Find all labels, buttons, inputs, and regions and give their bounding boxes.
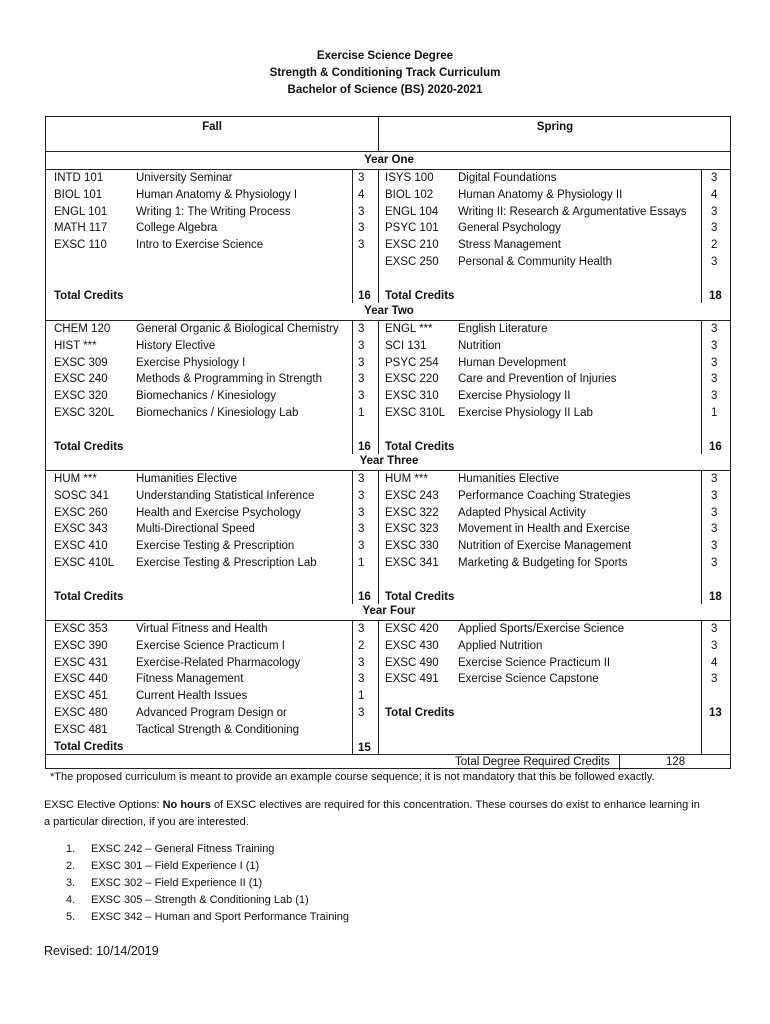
- course-code: EXSC 431: [54, 656, 108, 669]
- course-code: EXSC 490: [385, 656, 439, 669]
- spring-total-label: Total Credits: [385, 590, 455, 603]
- fall-total-value: 16: [358, 590, 371, 603]
- document-degree: Bachelor of Science (BS) 2020-2021: [287, 84, 483, 96]
- elective-item: EXSC 302 – Field Experience II (1): [91, 877, 263, 889]
- spring-total-value: 16: [709, 440, 722, 453]
- center-divider: [378, 620, 379, 754]
- course-title: Nutrition: [458, 339, 501, 352]
- course-credits: 3: [711, 523, 718, 536]
- course-title: Exercise Science Practicum I: [136, 639, 285, 652]
- course-credits: 3: [711, 390, 718, 403]
- elective-item: EXSC 242 – General Fitness Training: [91, 843, 275, 855]
- course-title: Applied Nutrition: [458, 639, 543, 652]
- course-credits: 3: [711, 506, 718, 519]
- degree-total-value: 128: [666, 756, 686, 768]
- spring-total-label: Total Credits: [385, 289, 455, 302]
- course-code: SCI 131: [385, 339, 427, 352]
- course-credits: 3: [358, 356, 365, 369]
- course-title: Exercise Testing & Prescription: [136, 540, 295, 553]
- spring-credit-divider: [701, 470, 702, 604]
- elective-item: EXSC 305 – Strength & Conditioning Lab (1): [91, 894, 309, 906]
- course-code: EXSC 220: [385, 373, 439, 386]
- course-credits: 3: [358, 222, 365, 235]
- course-credits: 3: [358, 523, 365, 536]
- fall-total-value: 15: [358, 741, 371, 754]
- elective-number: 4.: [66, 894, 76, 906]
- course-code: PSYC 101: [385, 222, 439, 235]
- revised-date: Revised: 10/14/2019: [44, 944, 159, 958]
- course-credits: 4: [711, 656, 718, 669]
- course-title: Biomechanics / Kinesiology: [136, 390, 276, 403]
- course-title: Personal & Community Health: [458, 256, 613, 268]
- course-credits: 3: [358, 239, 365, 252]
- spring-header: Spring: [536, 121, 574, 133]
- course-title: Human Anatomy & Physiology II: [458, 188, 623, 201]
- course-code: CHEM 120: [54, 323, 111, 335]
- course-title: University Seminar: [136, 172, 233, 184]
- fall-total-label: Total Credits: [54, 289, 124, 302]
- course-title: Writing 1: The Writing Process: [136, 205, 291, 218]
- fall-credit-divider: [352, 470, 353, 604]
- course-title: Virtual Fitness and Health: [136, 623, 268, 635]
- course-code: EXSC 210: [385, 239, 439, 252]
- center-divider: [378, 470, 379, 604]
- course-credits: 3: [711, 557, 718, 569]
- course-title: Human Development: [458, 356, 567, 369]
- course-credits: 3: [711, 339, 718, 352]
- course-title: Performance Coaching Strategies: [458, 489, 631, 502]
- course-code: EXSC 320L: [54, 407, 115, 419]
- course-code: EXSC 341: [385, 557, 439, 569]
- course-credits: 3: [711, 256, 718, 268]
- fall-credit-divider: [352, 169, 353, 303]
- course-title: Movement in Health and Exercise: [458, 523, 630, 536]
- course-code: EXSC 491: [385, 673, 439, 686]
- course-title: Biomechanics / Kinesiology Lab: [136, 407, 299, 419]
- fall-total-value: 16: [358, 289, 371, 302]
- course-title: Advanced Program Design or: [136, 707, 287, 719]
- course-credits: 3: [711, 489, 718, 502]
- elective-number: 2.: [66, 860, 76, 872]
- course-code: ISYS 100: [385, 172, 434, 184]
- course-credits: 3: [358, 339, 365, 352]
- course-title: College Algebra: [136, 222, 218, 235]
- year-label: Year One: [364, 154, 414, 166]
- course-code: HUM ***: [385, 473, 428, 485]
- elective-item: EXSC 301 – Field Experience I (1): [91, 860, 260, 872]
- year-label: Year Two: [364, 305, 414, 317]
- course-code: EXSC 323: [385, 523, 439, 536]
- electives-intro-rest: of EXSC electives are required for this concentration. These courses do exist to enhance learning in: [210, 799, 700, 811]
- degree-total-label: Total Degree Required Credits: [455, 756, 610, 768]
- course-code: EXSC 320: [54, 390, 108, 403]
- course-credits: 1: [358, 690, 365, 703]
- course-title: Adapted Physical Activity: [458, 506, 586, 519]
- course-credits: 3: [358, 323, 365, 335]
- course-code: HIST ***: [54, 339, 97, 352]
- spring-credit-divider: [701, 169, 702, 303]
- course-title: Care and Prevention of Injuries: [458, 373, 617, 386]
- fall-credit-divider: [352, 620, 353, 754]
- course-credits: 3: [358, 623, 365, 635]
- course-title: Writing II: Research & Argumentative Essays: [458, 205, 687, 218]
- course-code: BIOL 101: [54, 188, 103, 201]
- spring-credit-divider: [701, 320, 702, 454]
- spring-credit-divider: [701, 620, 702, 754]
- course-code: EXSC 353: [54, 623, 108, 635]
- course-code: INTD 101: [54, 172, 104, 184]
- course-credits: 3: [358, 390, 365, 403]
- course-code: EXSC 310L: [385, 407, 446, 419]
- course-title: Health and Exercise Psychology: [136, 506, 301, 519]
- course-credits: 1: [358, 557, 365, 569]
- course-credits: 3: [711, 623, 718, 635]
- footnote: *The proposed curriculum is meant to provide an example course sequence; it is not mandatory that this be followed exactly.: [50, 771, 655, 783]
- course-code: EXSC 420: [385, 623, 439, 635]
- degree-total-divider-left: [46, 754, 378, 755]
- course-credits: 2: [358, 639, 365, 652]
- course-title: Tactical Strength & Conditioning: [136, 723, 300, 736]
- course-credits: 3: [711, 323, 718, 335]
- course-credits: 4: [358, 188, 365, 201]
- course-title: Exercise Testing & Prescription Lab: [136, 557, 317, 569]
- course-title: Applied Sports/Exercise Science: [458, 623, 625, 635]
- electives-intro: [44, 799, 700, 811]
- header-center-divider: [378, 117, 379, 151]
- course-code: EXSC 309: [54, 356, 108, 369]
- course-credits: 1: [358, 407, 365, 419]
- fall-total-label: Total Credits: [54, 740, 124, 753]
- course-code: PSYC 254: [385, 356, 439, 369]
- course-title: Current Health Issues: [136, 690, 248, 703]
- course-code: ENGL ***: [385, 323, 433, 335]
- electives-intro-line2: a particular direction, if you are interested.: [44, 816, 249, 828]
- course-credits: 1: [711, 407, 718, 419]
- course-code: MATH 117: [54, 222, 108, 235]
- course-title: English Literature: [458, 323, 548, 335]
- electives-intro-prefix: EXSC Elective Options:: [44, 799, 163, 811]
- course-title: Digital Foundations: [458, 172, 557, 184]
- electives-intro-bold: No hours: [162, 799, 211, 811]
- course-title: History Elective: [136, 339, 216, 352]
- course-code: HUM ***: [54, 473, 97, 485]
- year-label: Year Three: [359, 455, 419, 467]
- course-code: EXSC 243: [385, 489, 439, 502]
- course-credits: 3: [711, 356, 718, 369]
- degree-total-inner-divider: [619, 754, 620, 770]
- course-credits: 4: [711, 188, 718, 201]
- course-title: Humanities Elective: [136, 473, 237, 485]
- course-title: Stress Management: [458, 239, 561, 252]
- course-title: General Organic & Biological Chemistry: [136, 323, 339, 335]
- center-divider: [378, 169, 379, 303]
- course-title: Exercise Science Capstone: [458, 673, 599, 686]
- course-title: General Psychology: [458, 222, 561, 235]
- course-credits: 3: [711, 222, 718, 235]
- course-title: Exercise Physiology I: [136, 356, 246, 369]
- course-title: Exercise Physiology II Lab: [458, 407, 593, 419]
- course-credits: 3: [358, 656, 365, 669]
- course-credits: 3: [358, 489, 365, 502]
- course-code: EXSC 330: [385, 540, 439, 553]
- course-title: Intro to Exercise Science: [136, 239, 264, 252]
- spring-total-label: Total Credits: [385, 707, 455, 719]
- fall-header: Fall: [202, 121, 222, 133]
- course-credits: 3: [358, 473, 365, 485]
- course-credits: 3: [358, 373, 365, 386]
- course-title: Humanities Elective: [458, 473, 559, 485]
- course-code: BIOL 102: [385, 188, 434, 201]
- course-title: Marketing & Budgeting for Sports: [458, 557, 628, 569]
- course-title: Exercise Physiology II: [458, 390, 571, 403]
- course-title: Exercise-Related Pharmacology: [136, 656, 301, 669]
- course-title: Exercise Science Practicum II: [458, 656, 611, 669]
- course-credits: 3: [358, 205, 365, 218]
- spring-total-value: 18: [709, 590, 722, 603]
- course-credits: 3: [711, 540, 718, 553]
- course-credits: 3: [358, 506, 365, 519]
- fall-total-label: Total Credits: [54, 590, 124, 603]
- fall-credit-divider: [352, 320, 353, 454]
- fall-total-value: 16: [358, 440, 371, 453]
- course-code: EXSC 430: [385, 639, 439, 652]
- elective-number: 1.: [66, 843, 76, 855]
- elective-number: 3.: [66, 877, 76, 889]
- course-title: Methods & Programming in Strength: [136, 373, 323, 386]
- spring-total-label: Total Credits: [385, 440, 455, 453]
- course-code: EXSC 410L: [54, 557, 115, 569]
- course-credits: 3: [711, 673, 718, 686]
- course-credits: 3: [358, 673, 365, 686]
- course-code: EXSC 110: [54, 239, 107, 252]
- document-subtitle: Strength & Conditioning Track Curriculum: [269, 67, 501, 79]
- course-code: SOSC 341: [54, 489, 109, 502]
- course-credits: 3: [358, 707, 365, 719]
- course-code: EXSC 322: [385, 506, 439, 519]
- course-credits: 3: [358, 172, 365, 184]
- course-title: Nutrition of Exercise Management: [458, 540, 632, 553]
- spring-total-value: 13: [709, 707, 722, 719]
- course-title: Multi-Directional Speed: [136, 523, 255, 536]
- course-code: EXSC 390: [54, 639, 108, 652]
- course-code: EXSC 480: [54, 707, 108, 719]
- course-title: Fitness Management: [136, 673, 244, 686]
- course-code: EXSC 250: [385, 256, 439, 268]
- course-code: EXSC 451: [54, 690, 108, 703]
- course-credits: 2: [711, 239, 718, 252]
- course-credits: 3: [711, 639, 718, 652]
- course-code: EXSC 410: [54, 540, 108, 553]
- course-code: EXSC 240: [54, 373, 108, 386]
- center-divider: [378, 320, 379, 454]
- course-code: EXSC 260: [54, 506, 108, 519]
- course-credits: 3: [711, 473, 718, 485]
- elective-item: EXSC 342 – Human and Sport Performance Training: [91, 911, 350, 923]
- spring-total-value: 18: [709, 289, 722, 302]
- course-credits: 3: [711, 373, 718, 386]
- course-code: EXSC 343: [54, 523, 108, 536]
- document-title: Exercise Science Degree: [316, 50, 454, 62]
- course-code: ENGL 104: [385, 205, 439, 218]
- course-code: EXSC 440: [54, 673, 108, 686]
- elective-number: 5.: [66, 911, 76, 923]
- course-credits: 3: [711, 172, 718, 184]
- course-credits: 3: [358, 540, 365, 553]
- course-code: EXSC 310: [385, 390, 439, 403]
- course-title: Understanding Statistical Inference: [136, 489, 315, 502]
- course-title: Human Anatomy & Physiology I: [136, 188, 298, 201]
- year-label: Year Four: [362, 605, 416, 617]
- curriculum-table: [45, 116, 731, 769]
- course-code: ENGL 101: [54, 205, 108, 218]
- course-code: EXSC 481: [54, 723, 108, 736]
- course-credits: 3: [711, 205, 718, 218]
- fall-total-label: Total Credits: [54, 440, 124, 453]
